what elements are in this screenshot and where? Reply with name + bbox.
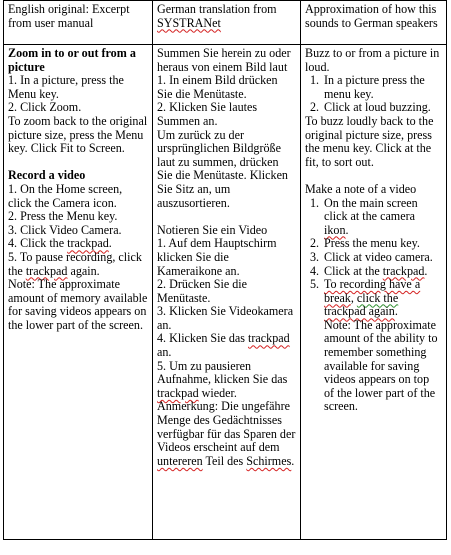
german-zoom-step-1: 1. In einem Bild drücken Sie die Menütaste. (157, 73, 278, 101)
approx-video-title: Make a note of a video (305, 181, 417, 196)
approx-zoom-step-2: 2. Click at loud buzzing. (310, 100, 431, 115)
german-video-step-5: 5. Um zu pausieren Aufnahme, klicken Sie das trackpad wieder. (157, 358, 288, 400)
english-zoom-step-1: 1. In a picture, press the Menu key. (8, 73, 124, 101)
german-video-title: Notieren Sie ein Video (157, 222, 268, 237)
approx-zoom-step-1: 1. In a picture press the menu key. (310, 73, 425, 101)
comparison-table (3, 0, 447, 540)
german-video-step-3: 3. Klicken Sie Videokamera an. (157, 304, 294, 332)
approx-video-step-4: 4. Click at the trackpad. (310, 263, 428, 278)
approx-zoom-title: Buzz to or from a picture in loud. (305, 46, 440, 74)
approx-video-step-1: 1. On the main screen click at the camera ikon. (310, 195, 418, 237)
german-zoom-step-2: 2. Klicken Sie lautes Summen an. (157, 100, 258, 128)
approx-video-step-3: 3. Click at video camera. (310, 249, 433, 264)
english-video-step-4: 4. Click the trackpad. (8, 236, 112, 251)
english-video-step-2: 2. Press the Menu key. (8, 209, 118, 224)
approx-video-note: Note: The approximate amount of the ability to remember something available for saving videos appears on top of the lower part of the screen. (324, 317, 438, 414)
comparison-document (3, 0, 447, 540)
approximation-column (301, 45, 447, 540)
header-approximation: Approximation of how this sounds to German speakers (301, 1, 447, 45)
german-video-step-4: 4. Klicken Sie das trackpad an. (157, 331, 290, 360)
english-video-step-3: 3. Click Video Camera. (8, 222, 122, 237)
german-video-step-2: 2. Drücken Sie die Menütaste. (157, 277, 248, 305)
english-zoom-note: To zoom back to the original picture size, press the Menu key. Click Fit to Screen. (8, 113, 148, 156)
header-row (4, 1, 447, 45)
header-german: German translation from SYSTRANet (153, 1, 301, 45)
german-video-step-1: 1. Auf dem Hauptschirm klicken Sie die Kameraikone an. (157, 236, 277, 278)
english-zoom-heading: Zoom in to or out from a picture (8, 46, 136, 74)
german-video-note: Anmerkung: Die ungefähre Menge des Gedächtnisses verfügbar für das Sparen der Videos erscheint auf dem untereren Teil des Schirmes. (157, 399, 296, 468)
approx-zoom-note: To buzz loudly back to the original picture size, press the menu key. Click at the fit, to sort out. (305, 113, 434, 169)
approx-video-step-2: 2. Press the menu key. (310, 236, 420, 251)
german-zoom-note: Um zurück zu der ursprünglichen Bildgröße laut zu summen, drücken Sie die Menütaste. Klicken Sie Sitz an, um auszusortieren. (157, 127, 288, 210)
english-video-step-1: 1. On the Home screen, click the Camera icon. (8, 181, 123, 210)
german-column (153, 45, 301, 540)
header-english: English original: Excerpt from user manual (4, 1, 153, 45)
english-video-note: Note: The approximate amount of memory available for saving videos appears on the lower part of the screen. (8, 277, 148, 332)
english-column (4, 45, 153, 540)
english-video-step-5: 5. To pause recording, click the trackpad again. (8, 249, 142, 278)
english-video-heading: Record a video (8, 168, 86, 183)
german-zoom-title: Summen Sie herein zu oder heraus von einem Bild laut (157, 46, 291, 74)
english-zoom-step-2: 2. Click Zoom. (8, 100, 82, 115)
approx-video-step-5: 5. To recording have a break, click the trackpad again. (310, 277, 421, 319)
content-row (4, 45, 447, 540)
